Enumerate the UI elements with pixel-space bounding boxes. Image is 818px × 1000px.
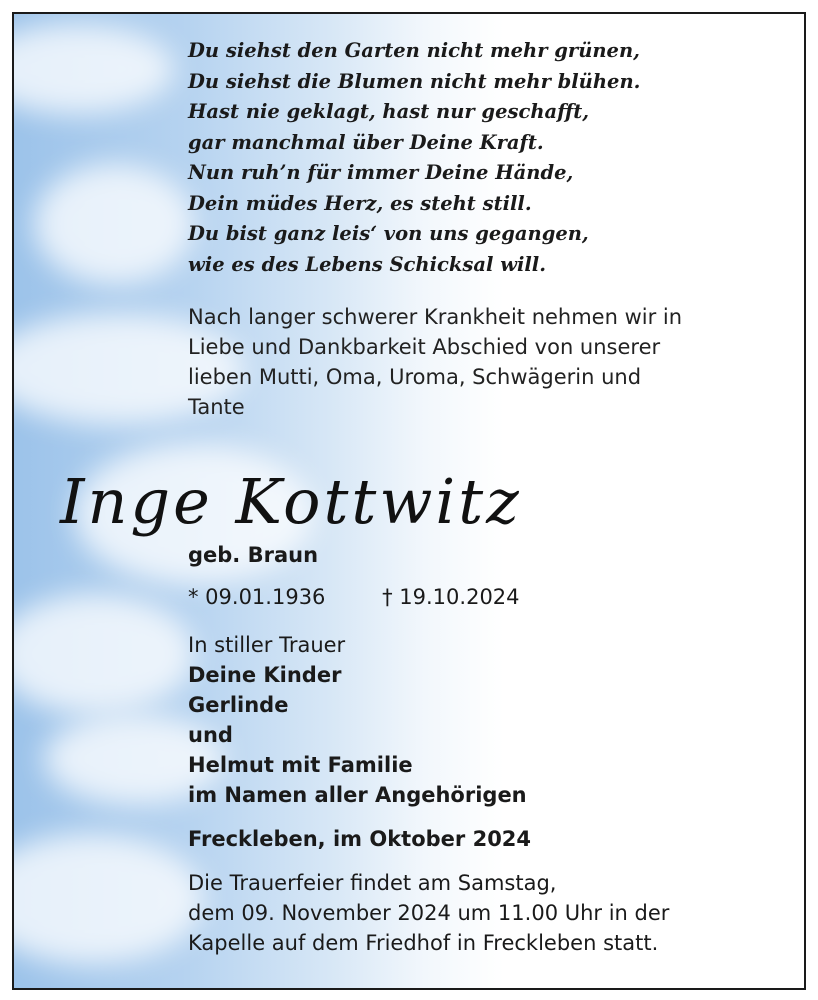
mourner-line: Gerlinde (188, 693, 289, 717)
funeral-line: dem 09. November 2024 um 11.00 Uhr in der (188, 901, 670, 925)
mourner-line: Helmut mit Familie (188, 753, 413, 777)
mourners (188, 630, 798, 810)
mourner-line: im Namen aller Angehörigen (188, 783, 527, 807)
deceased-name: Inge Kottwitz (60, 465, 522, 538)
poem-line: gar manchmal über Deine Kraft. (188, 130, 544, 154)
cloud-decoration (12, 24, 174, 114)
announcement-text (188, 302, 798, 422)
poem-line: Du bist ganz leis‘ von uns gegangen, (188, 222, 589, 245)
announcement-line: Nach langer schwerer Krankheit nehmen wir in (188, 305, 683, 329)
mourner-line: Deine Kinder (188, 663, 342, 687)
life-dates (188, 582, 798, 612)
poem-line: Hast nie geklagt, hast nur geschafft, (188, 100, 590, 123)
funeral-notice (188, 868, 798, 958)
death-date: † 19.10.2024 (382, 585, 520, 609)
poem-line: Du siehst die Blumen nicht mehr blühen. (188, 69, 641, 93)
birth-name: geb. Braun (188, 543, 319, 567)
cloud-decoration (34, 164, 194, 284)
announcement-line: Liebe und Dankbarkeit Abschied von unserer (188, 335, 661, 359)
lower-text (188, 540, 798, 958)
mourner-line: und (188, 723, 233, 747)
place-date: Freckleben, im Oktober 2024 (188, 827, 532, 851)
upper-text (188, 36, 798, 422)
cloud-decoration (12, 834, 204, 964)
obituary-frame (12, 12, 806, 990)
poem (188, 36, 798, 280)
birth-date: * 09.01.1936 (188, 585, 326, 609)
funeral-line: Kapelle auf dem Friedhof in Freckleben statt. (188, 931, 659, 955)
mourners-intro: In stiller Trauer (188, 633, 346, 657)
announcement-line: Tante (188, 395, 245, 419)
funeral-line: Die Trauerfeier findet am Samstag, (188, 871, 557, 895)
cloud-decoration (12, 594, 194, 714)
poem-line: wie es des Lebens Schicksal will. (188, 252, 547, 276)
announcement-line: lieben Mutti, Oma, Uroma, Schwägerin und (188, 365, 642, 389)
poem-line: Dein müdes Herz, es steht still. (188, 191, 532, 215)
poem-line: Du siehst den Garten nicht mehr grünen, (188, 39, 640, 62)
poem-line: Nun ruh’n für immer Deine Hände, (188, 161, 574, 184)
